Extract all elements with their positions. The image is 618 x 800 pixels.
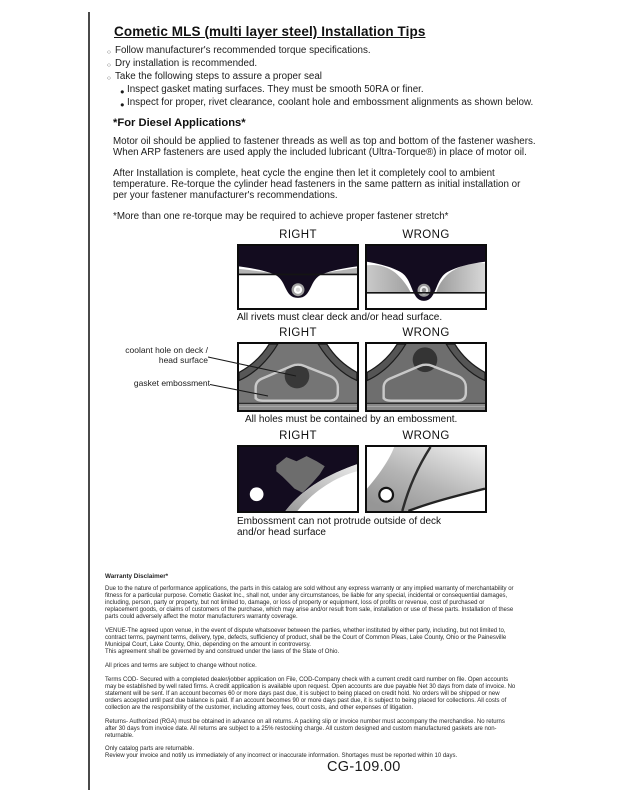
rivet-wrong-illustration <box>367 246 485 308</box>
embossment-wrong-diagram <box>365 342 487 412</box>
embossment-right-illustration <box>239 344 357 410</box>
rivet-caption: All rivets must clear deck and/or head surface. <box>237 312 443 323</box>
protrusion-right-illustration <box>239 447 357 511</box>
diesel-paragraph: After Installation is complete, heat cycle the engine then let it completely cool to ambient temperature. Re-torque the cylinder head fasteners in the same pattern as initial installation or per your fastener manufacturer's recommendations. <box>113 168 521 201</box>
bullet-icon: ● <box>120 87 125 96</box>
bullet-icon: ● <box>120 100 125 109</box>
tip-text: Dry installation is recommended. <box>115 58 258 69</box>
list-item <box>107 70 547 83</box>
rivet-right-illustration <box>239 246 357 308</box>
bolt-hole <box>379 488 393 502</box>
right-label: RIGHT <box>279 430 317 442</box>
coolant-hole-label: coolant hole on deck / head surface <box>125 345 208 365</box>
legal-paragraph: All prices and terms are subject to change without notice. <box>105 662 257 669</box>
legal-paragraph: VENUE-The agreed upon venue, in the event of dispute whatsoever between the parties, whether instituted by either party, including, but not limited to, contract terms, payment terms, delivery, type, defects, sufficiency of product, shall be the Court of Common Pleas, Lake County, Ohio or the Painesville Municipal Court, Lake County, Ohio, depending on the amount in controversy. <box>105 628 507 649</box>
wrong-label: WRONG <box>402 327 450 339</box>
rivet-right-diagram <box>237 244 359 310</box>
legal-paragraph: Review your invoice and notify us immediately of any incorrect or inaccurate information. Shortages must be reported within 10 days. <box>105 753 458 760</box>
protrusion-wrong-illustration <box>367 447 485 511</box>
legal-paragraph: Terms COD- Secured with a completed dealer/jobber application on File, COD-Company check with a current credit card number on file. Open accounts may be established by well rated firms. A credit application is available upon request. Open accounts are due payable Net 30 days from date of invoice. No statement will be sent. If an account becomes 60 or more days past due, it is subject to being placed on credit hold. No orders will be shipped or new orders accepted until past due balance is paid. If an account becomes 90 or more days past due, it is subject to being placed for collections. All costs of collection are the responsibility of the customer, including attorney fees, court costs, and other expenses of litigation. <box>105 676 516 711</box>
page-code: CG-109.00 <box>327 759 401 775</box>
tip-text: Inspect for proper, rivet clearance, coolant hole and embossment alignments as shown below. <box>127 97 534 108</box>
bolt-hole <box>250 487 264 501</box>
legal-paragraph: This agreement shall be governed by and construed under the laws of the State of Ohio. <box>105 649 340 656</box>
page-title: Cometic MLS (multi layer steel) Installation Tips <box>114 24 426 39</box>
open-circle-bullet-icon: ○ <box>107 75 111 82</box>
wrong-label: WRONG <box>402 430 450 442</box>
tip-text: Inspect gasket mating surfaces. They must be smooth 50RA or finer. <box>127 84 424 95</box>
diesel-paragraph: Motor oil should be applied to fastener threads as well as top and bottom of the fastener washers. When ARP fasteners are used apply the included lubricant (Ultra-Torque®) in place of motor oil. <box>113 136 536 158</box>
rivet-wrong-diagram <box>365 244 487 310</box>
page-edge-line <box>88 12 90 790</box>
list-item <box>107 96 547 109</box>
right-label: RIGHT <box>279 229 317 241</box>
protrusion-right-diagram <box>237 445 359 513</box>
legal-paragraph: Due to the nature of performance applications, the parts in this catalog are sold without any express warranty or any implied warranty of merchantability or fitness for a particular purpose. Cometic Gasket Inc., shall not, under any circumstances, be liable for any special, incidental or consequential damages, including, person, party or property, but not limited to, damage, or loss of property or equipment, loss of profits or revenue, cost of purchased or replacement goods, or claims of customers of the purchase, which may arise and/or result from sale, installation or use of these parts. Installation of these parts could adversely affect the motor manufacturers warranty coverage. <box>105 586 514 621</box>
legal-paragraph: Only catalog parts are returnable. <box>105 746 195 753</box>
wrong-label: WRONG <box>402 229 450 241</box>
retorque-note: *More than one re-torque may be required to achieve proper fastener stretch* <box>113 211 449 222</box>
legal-paragraph: Returns- Authorized (RGA) must be obtained in advance on all returns. A packing slip or invoice number must accompany the merchandise. No returns after 30 days from invoice date. All returns are subject to a 25% restocking charge. All custom designed and custom manufactured gaskets are non-returnable. <box>105 718 505 739</box>
embossment-right-diagram <box>237 342 359 412</box>
open-circle-bullet-icon: ○ <box>107 49 111 56</box>
diesel-applications-section <box>113 117 537 222</box>
tip-text: Follow manufacturer's recommended torque specifications. <box>115 45 371 56</box>
open-circle-bullet-icon: ○ <box>107 62 111 69</box>
holes-caption: All holes must be contained by an embossment. <box>245 414 458 425</box>
installation-tips-list <box>107 44 547 109</box>
protrusion-wrong-diagram <box>365 445 487 513</box>
diesel-heading: *For Diesel Applications* <box>113 117 246 129</box>
protrusion-caption: Embossment can not protrude outside of deck and/or head surface <box>237 516 442 538</box>
list-item <box>107 83 547 96</box>
legal-section <box>105 573 517 760</box>
gasket-embossment-label: gasket embossment <box>133 378 210 388</box>
right-label: RIGHT <box>279 327 317 339</box>
list-item <box>107 44 547 57</box>
tip-text: Take the following steps to assure a proper seal <box>115 71 322 82</box>
warranty-heading: Warranty Disclaimer* <box>105 573 169 580</box>
embossment-wrong-illustration <box>367 344 485 410</box>
list-item <box>107 57 547 70</box>
